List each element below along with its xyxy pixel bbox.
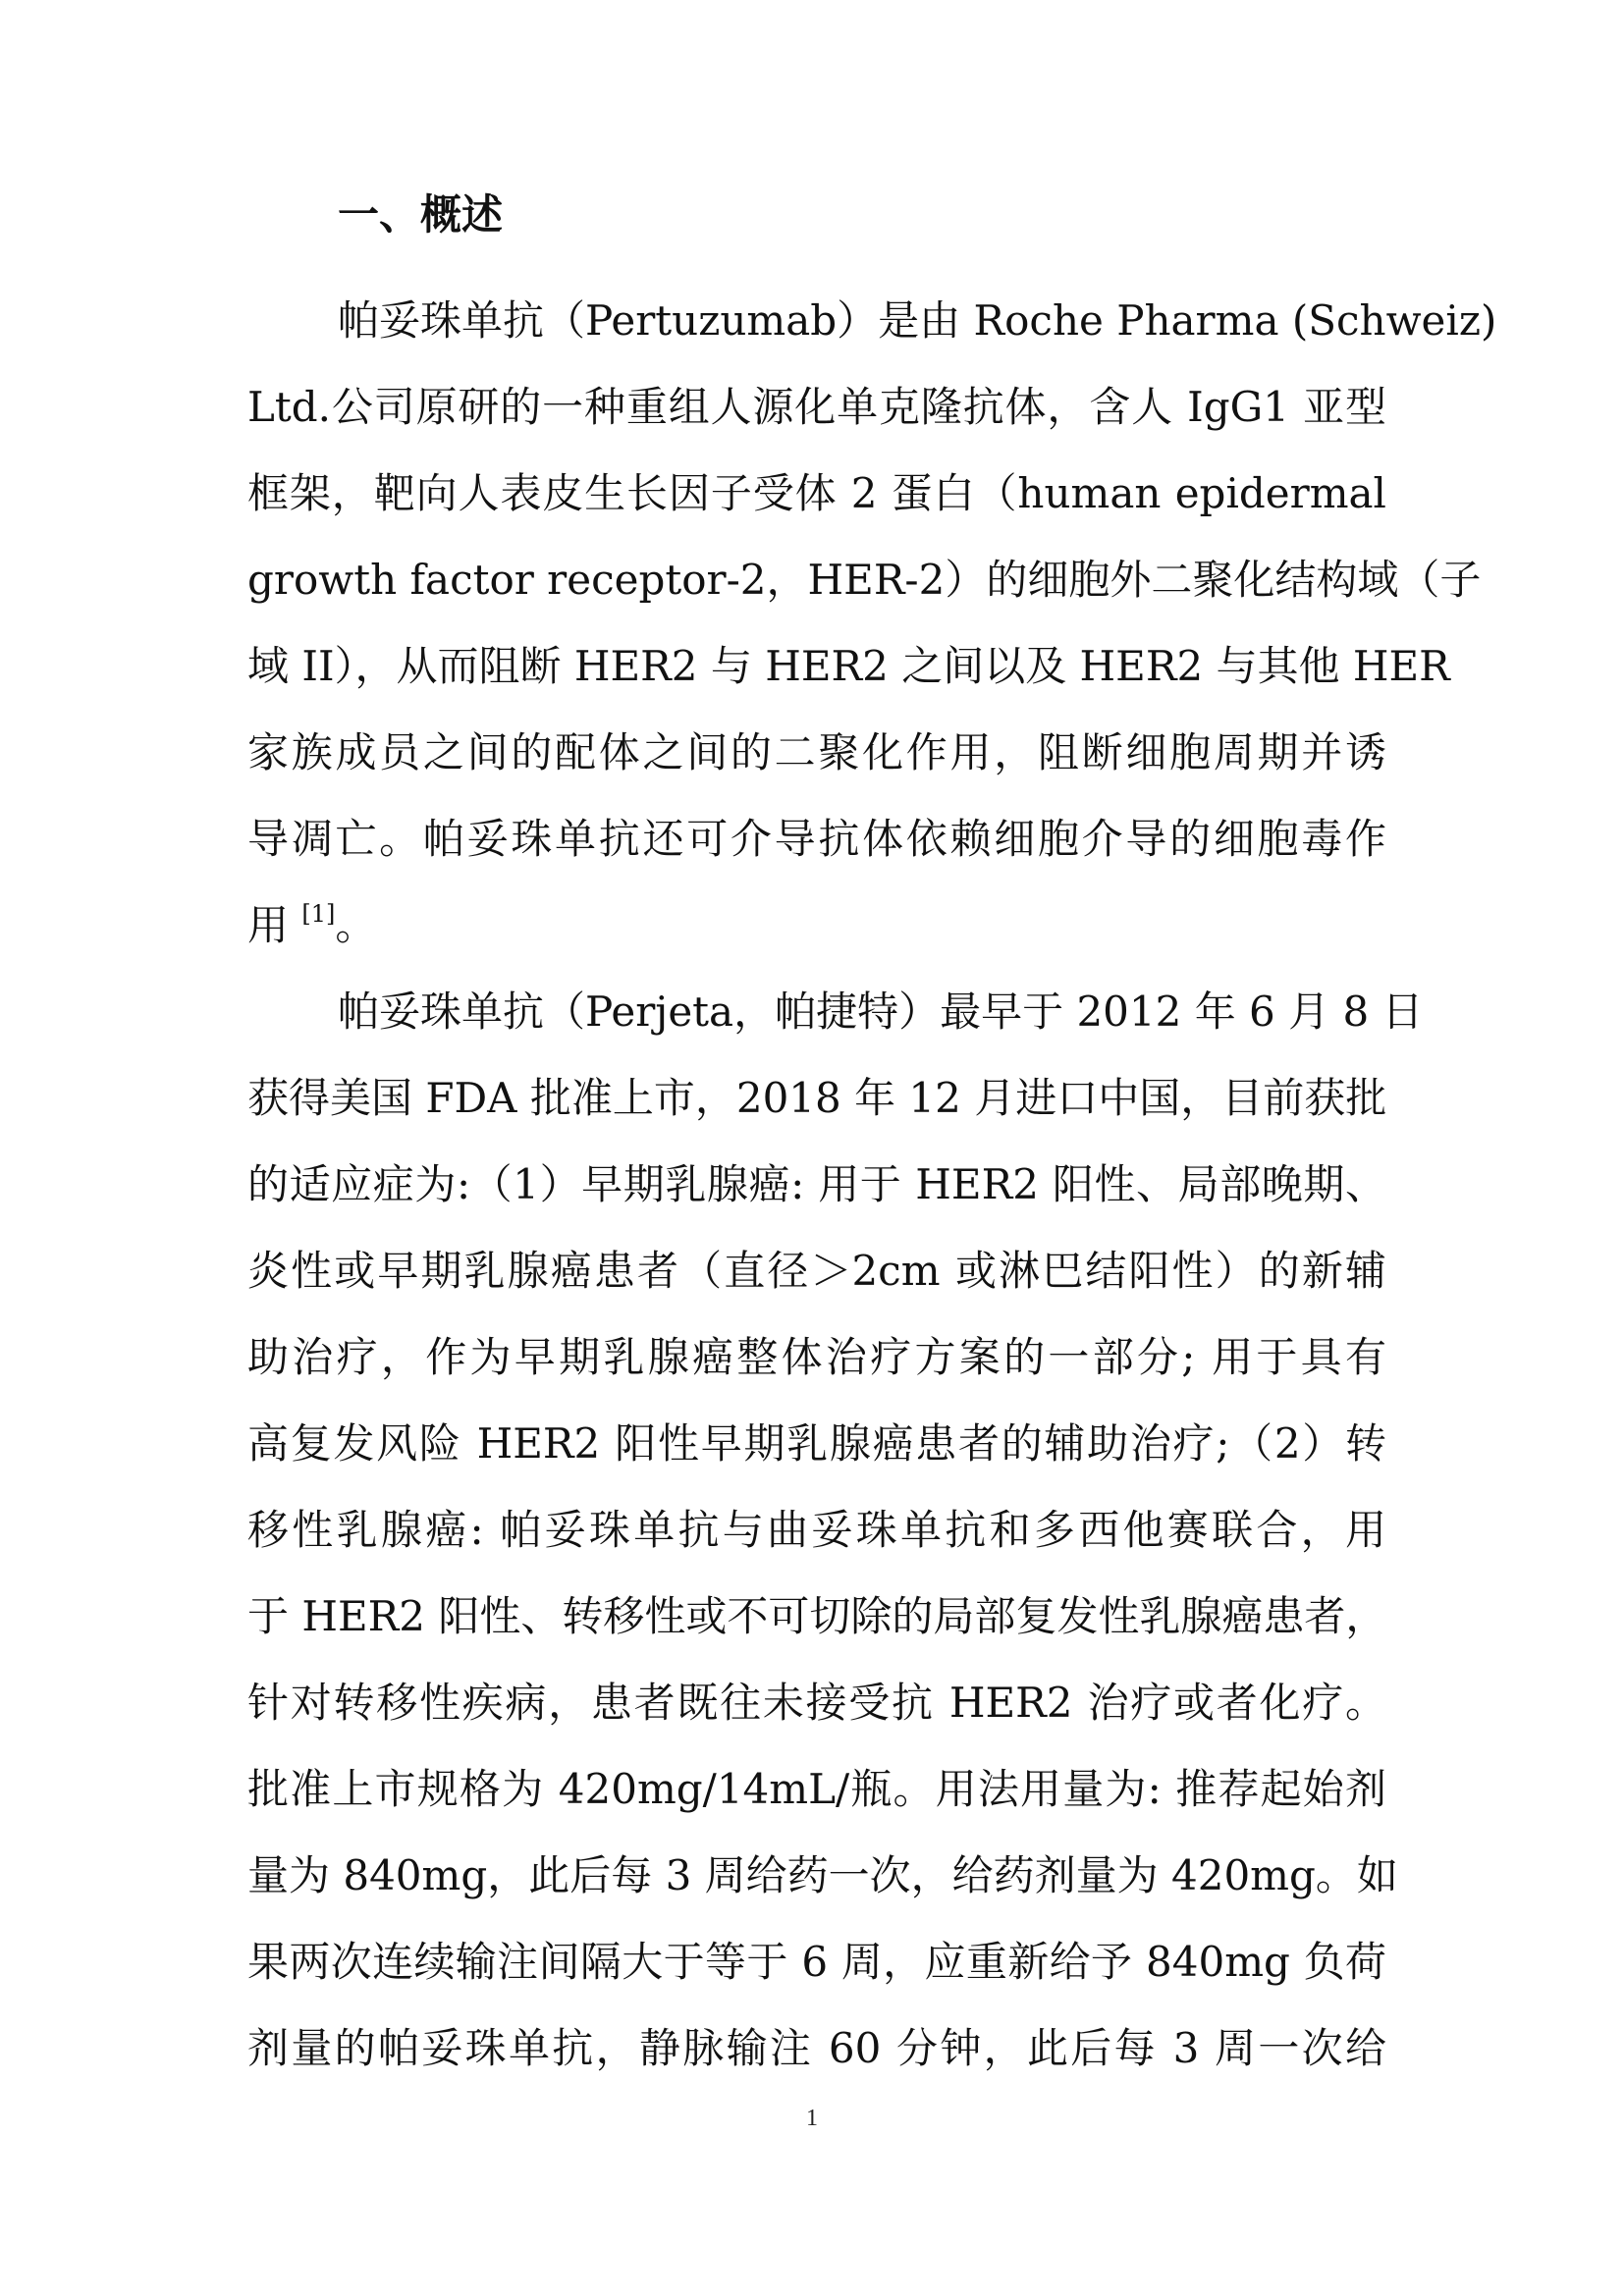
section-heading: 一、概述 <box>338 190 504 239</box>
paragraph-line: Ltd.公司原研的一种重组人源化单克隆抗体，含人 IgG1 亚型 <box>247 383 1386 431</box>
paragraph-line: growth factor receptor-2，HER-2）的细胞外二聚化结构域（子 <box>247 556 1482 604</box>
paragraph-line: 导凋亡。帕妥珠单抗还可介导抗体依赖细胞介导的细胞毒作 <box>247 815 1386 863</box>
page-number: 1 <box>806 2106 818 2131</box>
last-line-text: 用 <box>247 901 290 949</box>
paragraph-line: 于 HER2 阳性、转移性或不可切除的局部复发性乳腺癌患者， <box>247 1592 1387 1640</box>
paragraph-line: 的适应症为:（1）早期乳腺癌: 用于 HER2 阳性、局部晚期、 <box>247 1160 1386 1208</box>
paragraph-line: 帕妥珠单抗（Pertuzumab）是由 Roche Pharma (Schweiz) <box>338 296 1497 345</box>
paragraph-last-line <box>247 882 1386 969</box>
paragraph-line: 获得美国 FDA 批准上市，2018 年 12 月进口中国，目前获批 <box>247 1074 1387 1122</box>
paragraph-line: 帕妥珠单抗（Perjeta，帕捷特）最早于 2012 年 6 月 8 日 <box>338 988 1424 1036</box>
page-body <box>247 190 1497 2092</box>
paragraph-line: 针对转移性疾病，患者既往未接受抗 HER2 治疗或者化疗。 <box>247 1679 1386 1727</box>
paragraph-approval <box>247 969 1424 2092</box>
last-line-end: 。 <box>335 901 377 949</box>
paragraph-line: 域 II），从而阻断 HER2 与 HER2 之间以及 HER2 与其他 HER <box>247 642 1450 690</box>
paragraph-line: 家族成员之间的配体之间的二聚化作用，阻断细胞周期并诱 <box>247 728 1386 776</box>
paragraph-line: 剂量的帕妥珠单抗，静脉输注 60 分钟，此后每 3 周一次给 <box>247 2024 1386 2072</box>
paragraph-line: 框架，靶向人表皮生长因子受体 2 蛋白（human epidermal <box>247 469 1386 517</box>
paragraph-line: 果两次连续输注间隔大于等于 6 周，应重新给予 840mg 负荷 <box>247 1938 1386 1986</box>
paragraph-line: 批准上市规格为 420mg/14mL/瓶。用法用量为: 推荐起始剂 <box>247 1765 1386 1813</box>
paragraph-line: 炎性或早期乳腺癌患者（直径＞2cm 或淋巴结阳性）的新辅 <box>247 1247 1386 1295</box>
paragraph-overview <box>247 278 1497 969</box>
paragraph-line: 量为 840mg，此后每 3 周给药一次，给药剂量为 420mg。如 <box>247 1851 1398 1899</box>
paragraph-line: 高复发风险 HER2 阳性早期乳腺癌患者的辅助治疗;（2）转 <box>247 1419 1386 1468</box>
citation-reference: [1] <box>301 900 336 928</box>
paragraph-line: 助治疗，作为早期乳腺癌整体治疗方案的一部分; 用于具有 <box>247 1333 1386 1381</box>
paragraph-line: 移性乳腺癌: 帕妥珠单抗与曲妥珠单抗和多西他赛联合，用 <box>247 1506 1386 1554</box>
